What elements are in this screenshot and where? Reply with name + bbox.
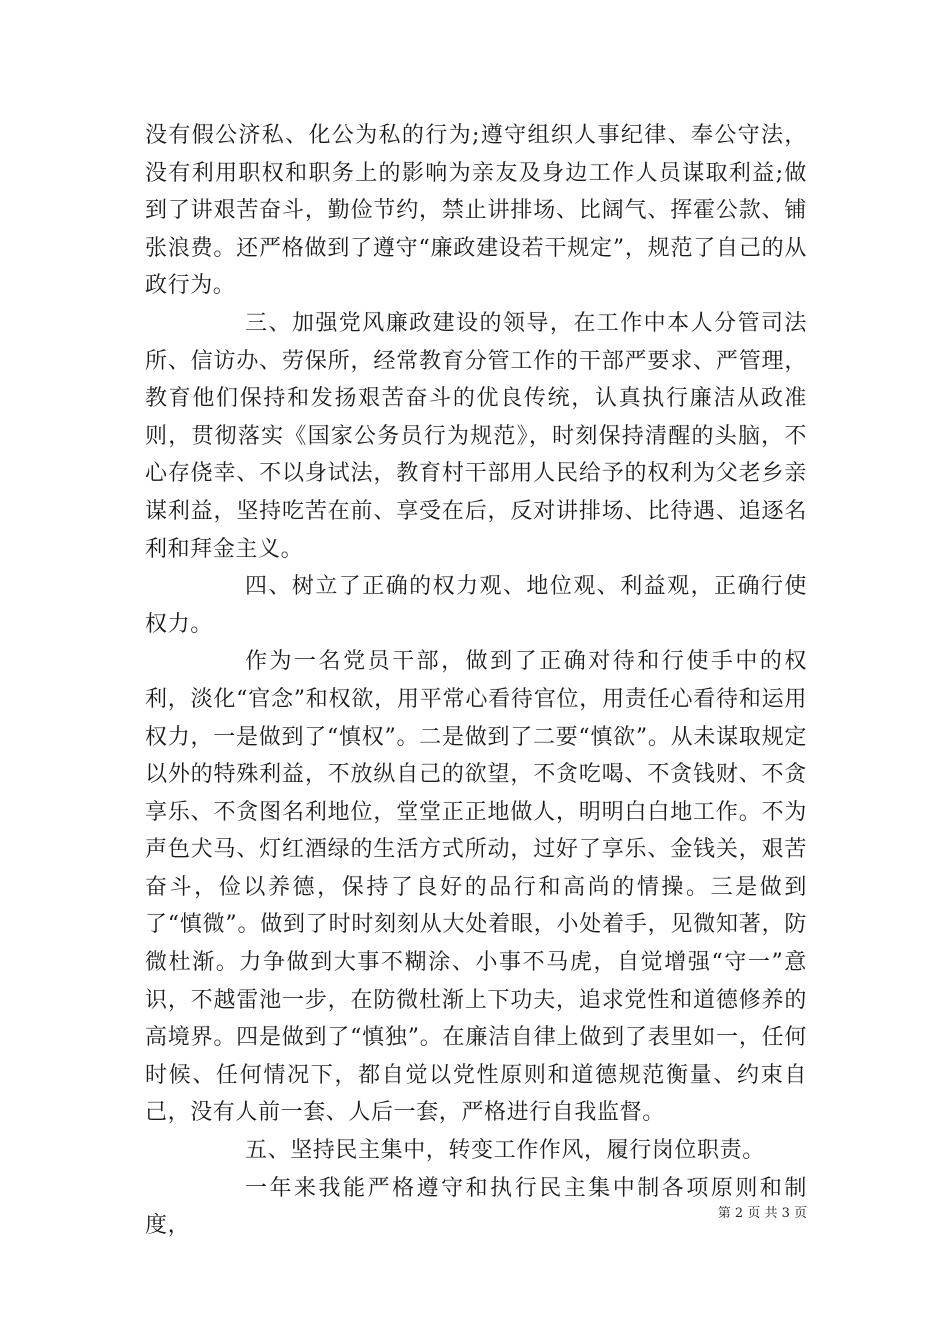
paragraph-democratic-centralism: 一年来我能严格遵守和执行民主集中制各项原则和制度， [145, 1175, 807, 1239]
paragraph-party-cadre: 作为一名党员干部，做到了正确对待和行使手中的权利，淡化“官念”和权欲，用平常心看待官位，用责任心看待和运用权力，一是做到了“慎权”。二是做到了二要“慎欲”。从未谋取规定以外的特殊利益，不放纵自己的欲望，不贪吃喝、不贪钱财、不贪享乐、不贪图名利地位，堂堂正正地做人，明明白白地工作。不为声色犬马、灯红酒绿的生活方式所动，过好了享乐、金钱关，艰苦奋斗，俭以养德，保持了良好的品行和高尚的情操。三是做到了“慎微”。做到了时时刻刻从大处着眼，小处着手，见微知著，防微杜渐。力争做到大事不糊涂、小事不马虎，自觉增强“守一”意识，不越雷池一步，在防微杜渐上下功夫，追求党性和道德修养的高境界。四是做到了“慎独”。在廉洁自律上做到了表里如一，任何时候、任何情况下，都自觉以党性原则和道德规范衡量、约束自己，没有人前一套、人后一套，严格进行自我监督。 [145, 649, 807, 1126]
paragraph-section-four-heading: 四、树立了正确的权力观、地位观、利益观，正确行使权力。 [145, 574, 807, 637]
page-number: 第 2 页 共 3 页 [717, 1206, 807, 1221]
paragraph-section-five-heading: 五、坚持民主集中，转变工作作风，履行岗位职责。 [245, 1138, 765, 1164]
document-body [145, 117, 807, 1245]
paragraph-section-three: 三、加强党风廉政建设的领导，在工作中本人分管司法所、信访办、劳保所，经常教育分管工作的干部严要求、严管理，教育他们保持和发扬艰苦奋斗的优良传统，认真执行廉洁从政准则，贯彻落实《国家公务员行为规范》，时刻保持清醒的头脑，不心存侥幸、不以身试法，教育村干部用人民给予的权利为父老乡亲谋利益，坚持吃苦在前、享受在后，反对讲排场、比待遇、追逐名利和拜金主义。 [145, 310, 807, 562]
paragraph-integrity-conduct: 没有假公济私、化公为私的行为;遵守组织人事纪律、奉公守法，没有利用职权和职务上的影响为亲友及身边工作人员谋取利益;做到了讲艰苦奋斗，勤俭节约，禁止讲排场、比阔气、挥霍公款、铺张浪费。还严格做到了遵守“廉政建设若干规定”，规范了自己的从政行为。 [145, 123, 807, 299]
